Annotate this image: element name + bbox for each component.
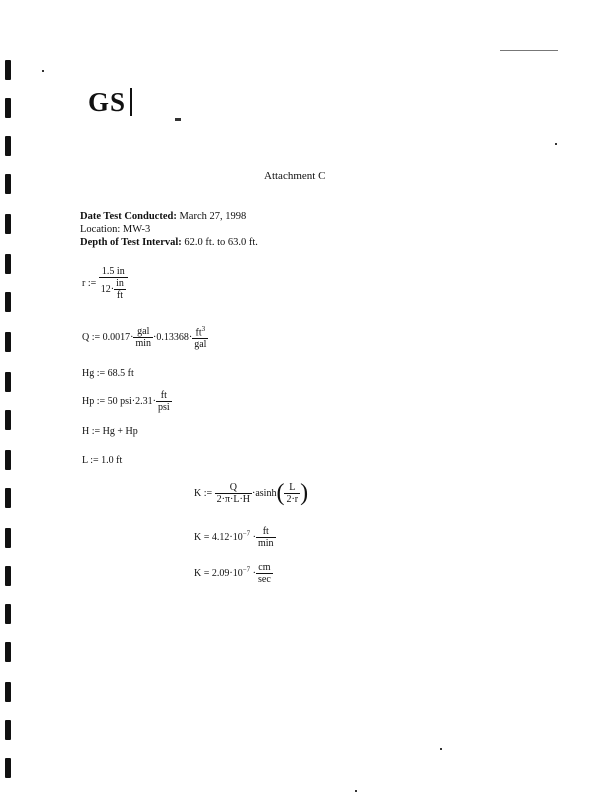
- binding-mark: [5, 214, 11, 234]
- eq-k-inner-fraction: [284, 482, 300, 505]
- eq-q-frac2: [192, 325, 208, 350]
- scan-speck: [42, 70, 44, 72]
- equation-h: H := Hg + Hp: [82, 426, 138, 437]
- eq-k1-fraction: [256, 526, 276, 549]
- binding-mark: [5, 372, 11, 392]
- depth-field: [80, 236, 258, 249]
- binding-mark: [5, 720, 11, 740]
- eq-r-den-coef: 12·: [100, 283, 115, 295]
- binding-mark: [5, 332, 11, 352]
- binding-mark: [5, 136, 11, 156]
- binding-mark: [5, 410, 11, 430]
- date-label: Date Test Conducted:: [80, 211, 177, 222]
- eq-k-num: Q: [215, 482, 252, 494]
- equation-l: L := 1.0 ft: [82, 455, 123, 466]
- eq-hp-lhs: Hp := 50 psi·2.31·: [82, 395, 156, 407]
- eq-r-numerator: 1.5 in: [99, 266, 128, 278]
- binding-mark: [5, 758, 11, 778]
- eq-r-denominator: [99, 278, 128, 301]
- binding-mark: [5, 174, 11, 194]
- page-title: Attachment C: [264, 170, 326, 182]
- eq-k1-lhs: K = 4.12·10: [194, 531, 243, 543]
- left-paren-glyph: (: [276, 480, 285, 506]
- binding-mark: [5, 682, 11, 702]
- eq-r-fraction: [99, 266, 128, 301]
- equation-k-definition: [194, 480, 308, 507]
- eq-k2-exp: −7: [242, 565, 251, 574]
- company-logo: GS: [88, 88, 132, 116]
- binding-mark: [5, 98, 11, 118]
- binding-mark: [5, 254, 11, 274]
- eq-k-inner-num: L: [284, 482, 300, 494]
- equation-r: [82, 266, 128, 301]
- binding-mark: [5, 488, 11, 508]
- eq-k-inner-den: 2·r: [286, 494, 299, 505]
- equation-hp: [82, 390, 172, 413]
- binding-mark: [5, 528, 11, 548]
- eq-k-asinh: ·asinh: [252, 487, 277, 499]
- binding-mark: [5, 566, 11, 586]
- scan-speck: [500, 50, 558, 51]
- binding-mark: [5, 60, 11, 80]
- eq-q-lhs: Q := 0.0017·: [82, 331, 134, 343]
- equation-k-result-ft-min: $K = 4.12\cdot 10^{-7}$ · $\frac{ft}{\min}$: [194, 526, 274, 549]
- equation-q: [82, 325, 208, 350]
- eq-k-fraction: [215, 482, 252, 505]
- eq-q-frac2-den: gal: [194, 339, 207, 351]
- eq-q-frac2-exp: 3: [201, 325, 206, 333]
- date-value: March 27, 1998: [179, 211, 247, 222]
- location-value: MW-3: [122, 224, 151, 235]
- scan-speck: [555, 143, 557, 145]
- eq-k-den: 2·π·L·H: [216, 494, 251, 505]
- eq-q-frac2-num: [192, 325, 208, 339]
- eq-q-frac1-num: gal: [133, 326, 153, 338]
- date-field: [80, 210, 246, 223]
- eq-hp-num: ft: [156, 390, 172, 402]
- eq-k1-num: ft: [256, 526, 276, 538]
- eq-k2-lhs: K = 2.09·10: [194, 567, 243, 579]
- eq-k2-num: cm: [256, 562, 273, 574]
- location-field: [80, 223, 150, 236]
- eq-r-den-num: in: [116, 278, 124, 289]
- eq-q-frac1-den: min: [135, 338, 152, 350]
- equation-k-result-cm-sec: $K = 2.09\cdot 10^{-7}$ · $\frac{cm}{\sec}$: [194, 562, 271, 585]
- eq-r-den-fraction: [114, 278, 126, 301]
- binding-mark: [5, 292, 11, 312]
- eq-hp-fraction: [156, 390, 172, 413]
- depth-label: Depth of Test Interval:: [80, 237, 182, 248]
- eq-k2-fraction: [256, 562, 273, 585]
- scan-speck: [440, 748, 442, 750]
- eq-q-frac2-num-text: ft: [195, 327, 202, 339]
- eq-k-lhs: K :=: [194, 487, 213, 499]
- depth-value: 62.0 ft. to 63.0 ft.: [184, 237, 258, 248]
- binding-mark: [5, 450, 11, 470]
- binding-mark: [5, 642, 11, 662]
- eq-hp-den: psi: [157, 402, 170, 413]
- eq-k2-den: sec: [258, 574, 271, 585]
- eq-q-mid: ·0.13368·: [153, 331, 193, 343]
- eq-r-den-den: ft: [116, 290, 124, 301]
- eq-r-lhs: r :=: [82, 277, 97, 289]
- scan-speck: [175, 118, 181, 121]
- binding-mark: [5, 604, 11, 624]
- eq-k1-exp: −7: [242, 529, 251, 538]
- scan-speck: [355, 790, 357, 792]
- location-label: Location:: [80, 224, 121, 235]
- right-paren-glyph: ): [300, 480, 309, 506]
- eq-q-frac1: [133, 326, 153, 349]
- eq-k1-den: min: [258, 538, 274, 549]
- equation-hg: Hg := 68.5 ft: [82, 368, 134, 379]
